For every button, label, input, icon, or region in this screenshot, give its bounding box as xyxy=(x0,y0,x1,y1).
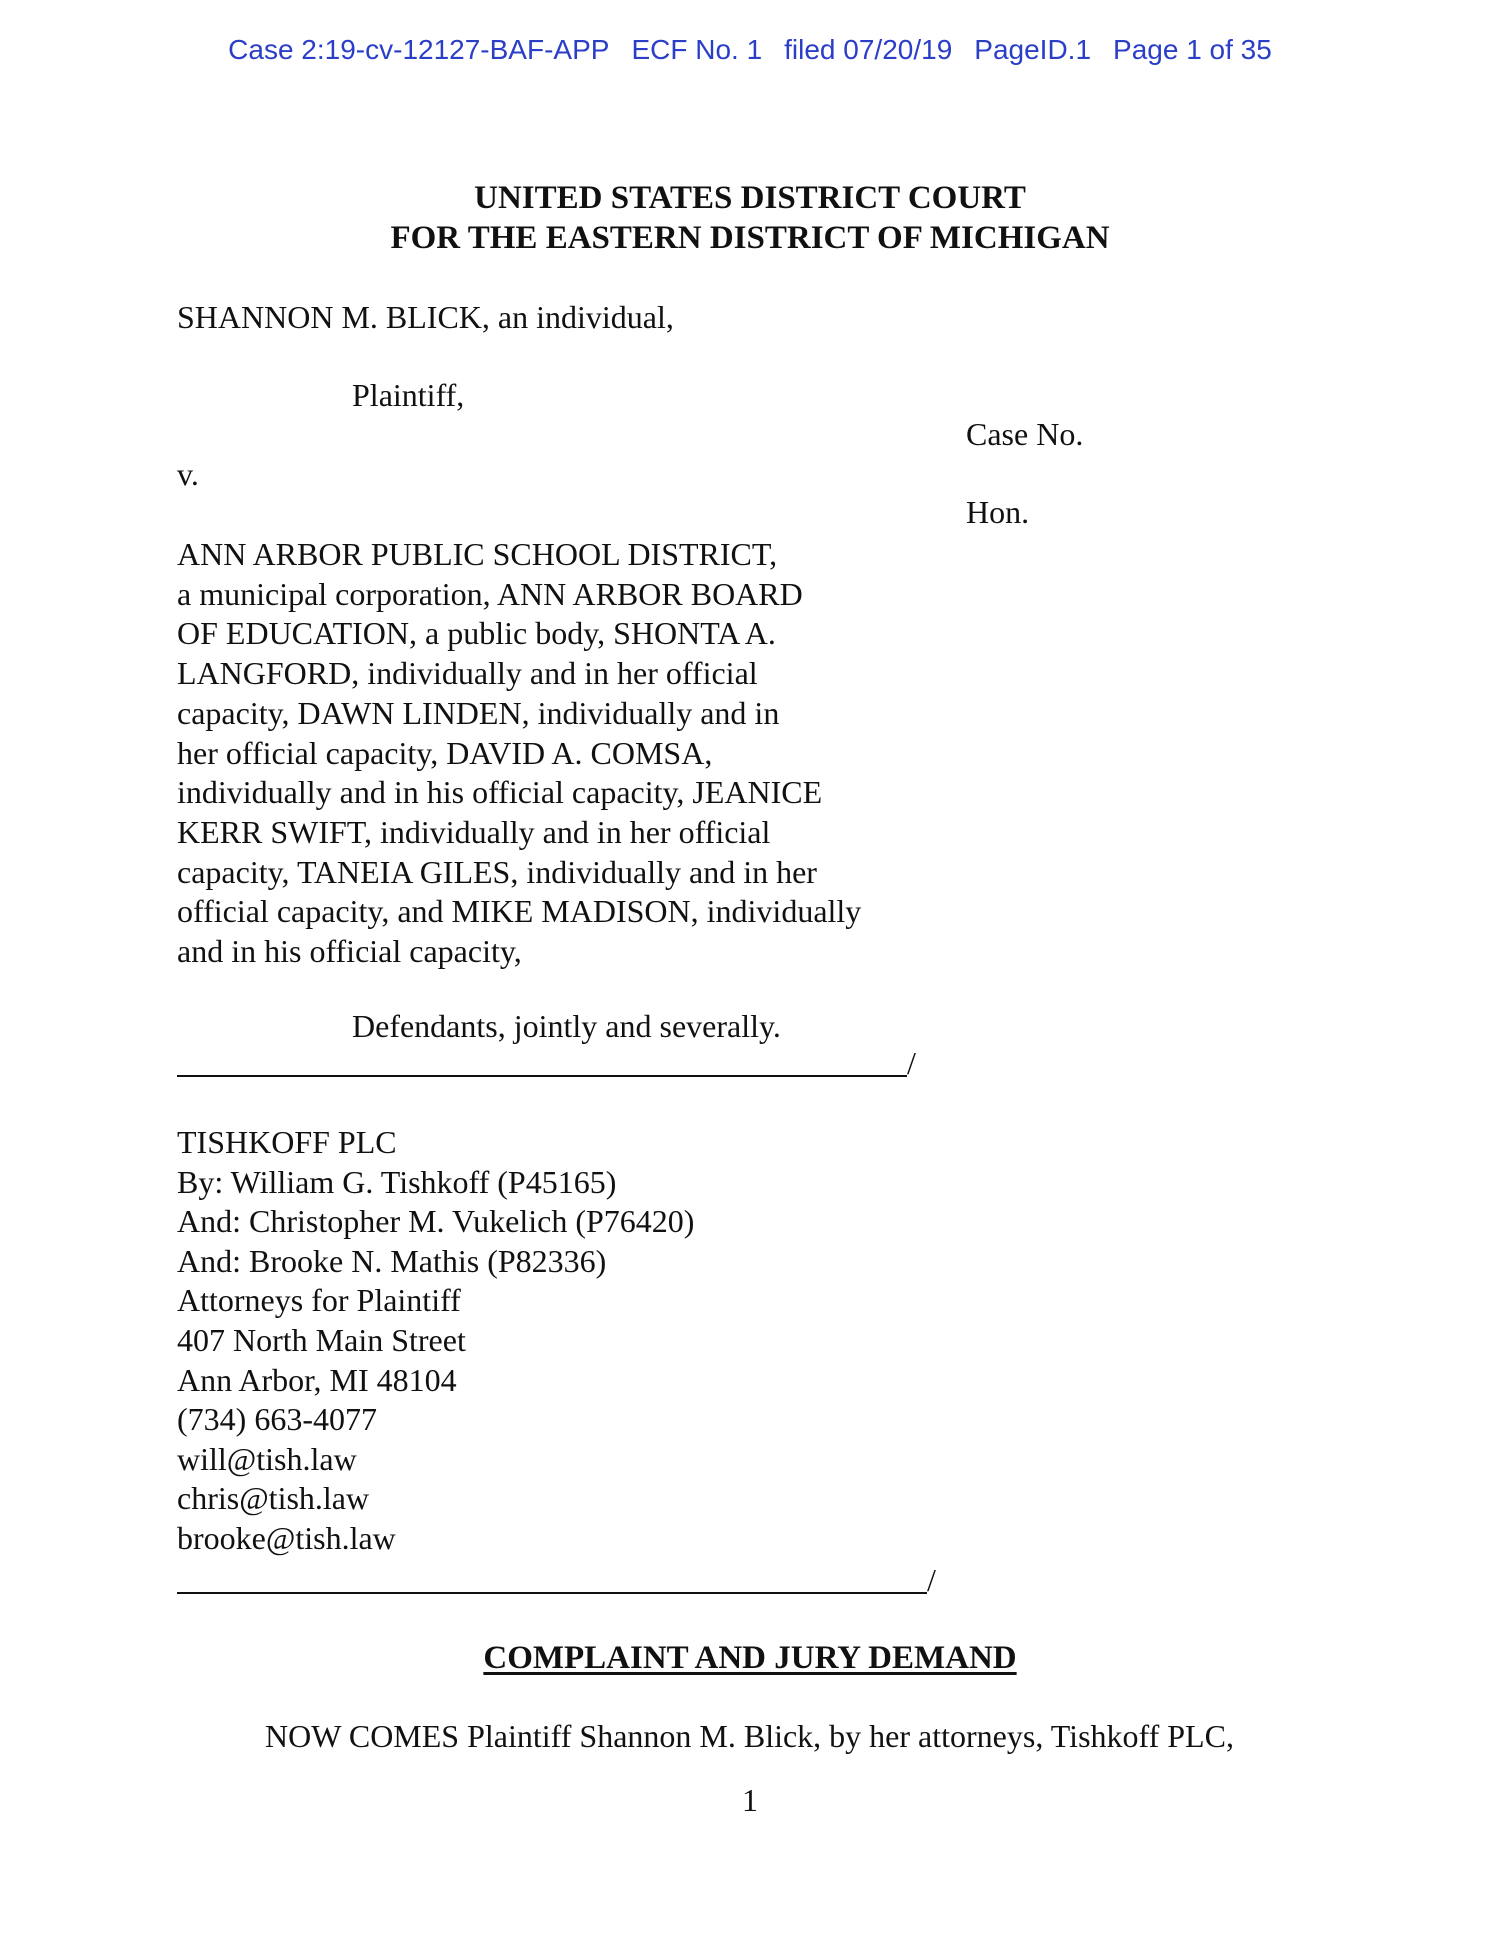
ecf-number: ECF No. 1 xyxy=(631,34,763,65)
document-title xyxy=(0,1638,1500,1678)
defendants-list xyxy=(177,535,861,972)
defendants-line: capacity, TANEIA GILES, individually and in her xyxy=(177,853,817,890)
document-title-text: COMPLAINT AND JURY DEMAND xyxy=(483,1640,1017,1676)
attorney-line: And: Brooke N. Mathis (P82336) xyxy=(177,1242,607,1279)
attorney-email: brooke@tish.law xyxy=(177,1519,396,1556)
defendants-line: ANN ARBOR PUBLIC SCHOOL DISTRICT, xyxy=(177,536,778,572)
attorney-line: (734) 663-4077 xyxy=(177,1401,377,1438)
attorney-line: TISHKOFF PLC xyxy=(177,1124,397,1160)
ecf-filed-date: filed 07/20/19 xyxy=(784,34,953,65)
plaintiff-name: SHANNON M. BLICK, an individual, xyxy=(177,299,674,335)
court-heading xyxy=(0,178,1500,258)
ecf-page-count: Page 1 of 35 xyxy=(1113,34,1272,65)
defendants-line: OF EDUCATION, a public body, SHONTA A. xyxy=(177,615,776,652)
attorney-line: And: Christopher M. Vukelich (P76420) xyxy=(177,1203,695,1240)
attorney-email: chris@tish.law xyxy=(177,1480,370,1517)
defendants-line: LANGFORD, individually and in her official xyxy=(177,655,758,692)
judge-label: Hon. xyxy=(966,494,1030,530)
caption-separator-slash: / xyxy=(907,1045,916,1081)
plaintiff-label: Plaintiff, xyxy=(352,377,465,413)
attorney-separator-rule xyxy=(177,1592,927,1594)
attorney-line: By: William G. Tishkoff (P45165) xyxy=(177,1163,617,1200)
attorney-separator-slash: / xyxy=(927,1562,936,1598)
court-name-line: UNITED STATES DISTRICT COURT xyxy=(474,180,1026,216)
defendants-line: KERR SWIFT, individually and in her official xyxy=(177,813,771,850)
ecf-header xyxy=(0,34,1500,66)
ecf-page-id: PageID.1 xyxy=(974,34,1092,65)
defendants-line: official capacity, and MIKE MADISON, individually xyxy=(177,893,862,930)
defendants-line: capacity, DAWN LINDEN, individually and in xyxy=(177,694,780,731)
attorney-line: 407 North Main Street xyxy=(177,1321,466,1358)
court-district-line: FOR THE EASTERN DISTRICT OF MICHIGAN xyxy=(390,220,1110,256)
defendants-line: a municipal corporation, ANN ARBOR BOARD xyxy=(177,575,803,612)
caption-separator-rule xyxy=(177,1075,907,1077)
defendants-line: her official capacity, DAVID A. COMSA, xyxy=(177,734,713,771)
body-opening-paragraph: NOW COMES Plaintiff Shannon M. Blick, by her attorneys, Tishkoff PLC, xyxy=(265,1718,1234,1754)
case-number-label: Case No. xyxy=(966,416,1084,452)
ecf-case-number: Case 2:19-cv-12127-BAF-APP xyxy=(228,34,610,65)
attorney-line: Attorneys for Plaintiff xyxy=(177,1282,461,1319)
versus-label: v. xyxy=(177,456,199,492)
defendants-label: Defendants, jointly and severally. xyxy=(352,1008,781,1044)
defendants-line: individually and in his official capacity, JEANICE xyxy=(177,774,823,811)
attorney-line: Ann Arbor, MI 48104 xyxy=(177,1361,457,1398)
attorney-email: will@tish.law xyxy=(177,1440,357,1477)
page-number: 1 xyxy=(742,1782,758,1818)
attorney-block xyxy=(177,1123,694,1559)
defendants-line: and in his official capacity, xyxy=(177,933,522,970)
